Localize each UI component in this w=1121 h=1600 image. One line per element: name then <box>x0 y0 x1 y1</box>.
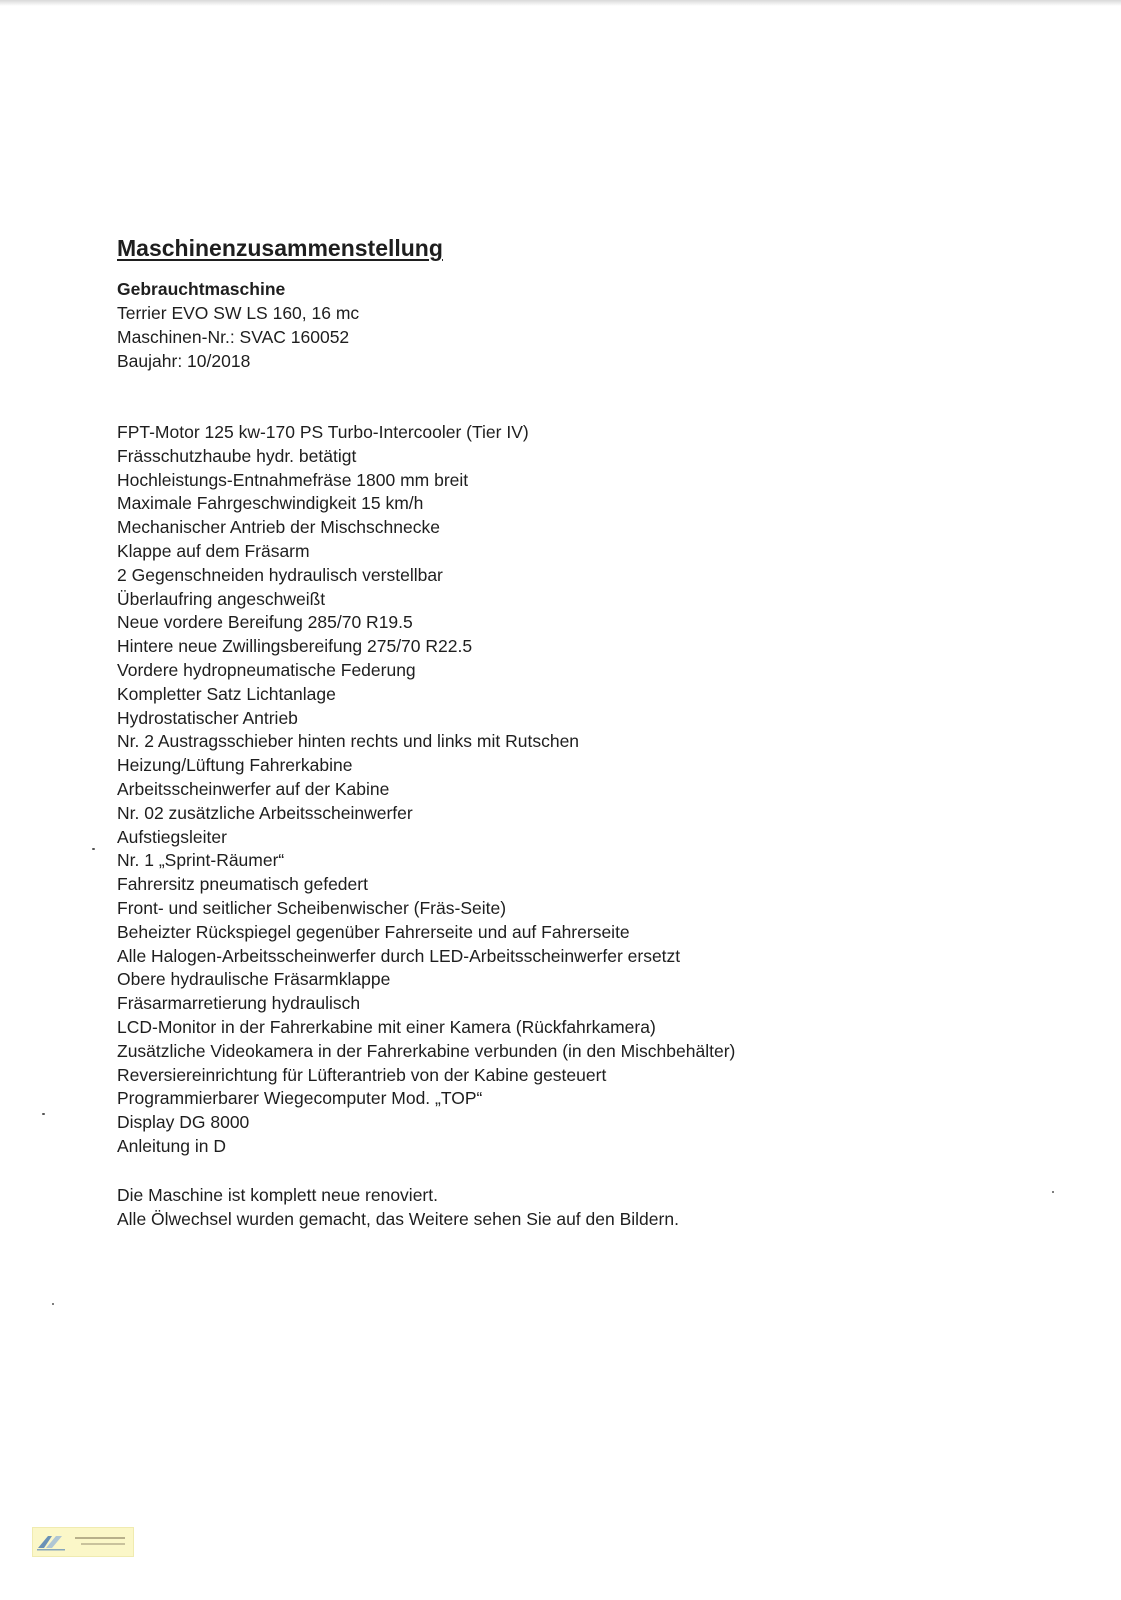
feature-item: Display DG 8000 <box>117 1112 250 1133</box>
feature-item: Kompletter Satz Lichtanlage <box>117 683 336 704</box>
feature-item: Aufstiegsleiter <box>117 826 227 847</box>
feature-item: 2 Gegenschneiden hydraulisch verstellbar <box>117 564 443 585</box>
feature-item: Fahrersitz pneumatisch gefedert <box>117 874 368 895</box>
feature-item: Frässchutzhaube hydr. betätigt <box>117 445 357 466</box>
feature-item: Beheizter Rückspiegel gegenüber Fahrerseite und auf Fahrerseite <box>117 921 630 942</box>
feature-item: Nr. 02 zusätzliche Arbeitsscheinwerfer <box>117 802 413 823</box>
feature-item: Alle Halogen-Arbeitsscheinwerfer durch LED-Arbeitsscheinwerfer ersetzt <box>117 945 681 966</box>
feature-item: Nr. 2 Austragsschieber hinten rechts und links mit Rutschen <box>117 731 580 752</box>
feature-item: Obere hydraulische Fräsarmklappe <box>117 969 391 990</box>
feature-item: Reversiereinrichtung für Lüfterantrieb von der Kabine gesteuert <box>117 1064 607 1085</box>
logo-wordmark-icon <box>73 1534 129 1550</box>
closing-notes <box>117 1183 1057 1231</box>
feature-item: Front- und seitlicher Scheibenwischer (Fräs-Seite) <box>117 897 507 918</box>
scan-edge <box>0 0 1121 6</box>
feature-item: Überlaufring angeschweißt <box>117 588 326 609</box>
machine-model: Terrier EVO SW LS 160, 16 mc <box>117 303 360 323</box>
scan-speck <box>42 1113 45 1115</box>
feature-item: Hochleistungs-Entnahmefräse 1800 mm breit <box>117 469 469 490</box>
machine-build-year: Baujahr: 10/2018 <box>117 351 251 371</box>
feature-item: LCD-Monitor in der Fahrerkabine mit einer Kamera (Rückfahrkamera) <box>117 1016 656 1037</box>
feature-item: Hintere neue Zwillingsbereifung 275/70 R22.5 <box>117 636 473 657</box>
feature-item: Hydrostatischer Antrieb <box>117 707 298 728</box>
feature-list <box>117 421 1057 1159</box>
feature-item: Zusätzliche Videokamera in der Fahrerkabine verbunden (in den Mischbehälter) <box>117 1040 736 1061</box>
feature-item: Programmierbarer Wiegecomputer Mod. „TOP“ <box>117 1088 483 1109</box>
scan-speck <box>92 848 95 850</box>
feature-item: Nr. 1 „Sprint-Räumer“ <box>117 850 285 871</box>
feature-item: Heizung/Lüftung Fahrerkabine <box>117 755 353 776</box>
feature-item: Vordere hydropneumatische Federung <box>117 659 416 680</box>
feature-item: Klappe auf dem Fräsarm <box>117 540 310 561</box>
feature-item: Arbeitsscheinwerfer auf der Kabine <box>117 778 390 799</box>
feature-item: Maximale Fahrgeschwindigkeit 15 km/h <box>117 493 424 514</box>
scan-speck <box>52 1303 54 1305</box>
feature-item: FPT-Motor 125 kw-170 PS Turbo-Intercooler (Tier IV) <box>117 422 529 442</box>
machine-number: Maschinen-Nr.: SVAC 160052 <box>117 327 350 347</box>
machine-header <box>117 277 1057 373</box>
closing-note: Alle Ölwechsel wurden gemacht, das Weitere sehen Sie auf den Bildern. <box>117 1208 679 1229</box>
company-logo <box>32 1527 134 1557</box>
feature-item: Anleitung in D <box>117 1135 226 1156</box>
closing-note: Die Maschine ist komplett neue renoviert. <box>117 1184 438 1205</box>
scan-speck <box>1052 1191 1054 1193</box>
feature-item: Mechanischer Antrieb der Mischschnecke <box>117 517 440 538</box>
document-title: Maschinenzusammenstellung <box>117 235 443 261</box>
company-logo-icon <box>36 1532 66 1552</box>
feature-item: Fräsarmarretierung hydraulisch <box>117 993 361 1014</box>
machine-subtitle: Gebrauchtmaschine <box>117 279 286 299</box>
document-body <box>117 232 1057 1231</box>
feature-item: Neue vordere Bereifung 285/70 R19.5 <box>117 612 413 633</box>
